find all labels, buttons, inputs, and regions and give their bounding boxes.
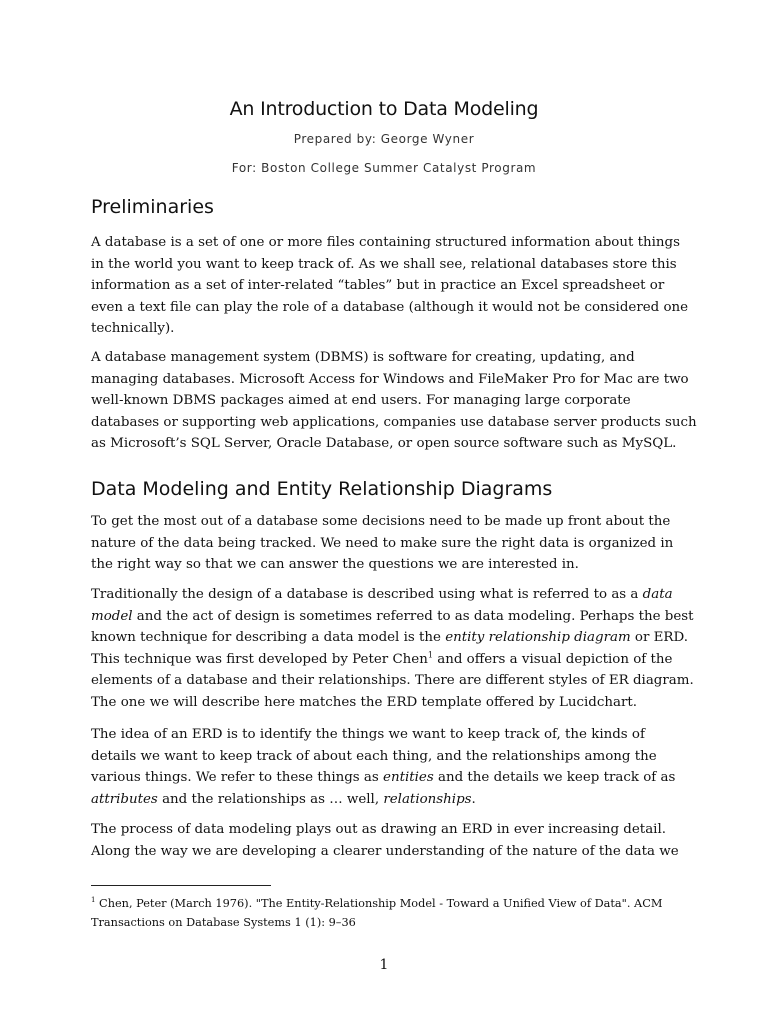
emphasis-attributes: attributes bbox=[91, 791, 158, 807]
text-line: as Microsoft’s SQL Server, Oracle Database, or open source software such as MySQL. bbox=[91, 436, 677, 452]
text-line: in the world you want to keep track of. As we shall see, relational databases store this bbox=[91, 256, 677, 272]
text-run: . bbox=[471, 791, 476, 807]
footnote-divider bbox=[91, 885, 271, 886]
footnote-line bbox=[91, 894, 681, 913]
section-heading-data-modeling: Data Modeling and Entity Relationship Diagrams bbox=[91, 478, 553, 500]
text-run: and offers a visual depiction of the bbox=[432, 651, 673, 667]
text-line: information as a set of inter-related “tables” but in practice an Excel spreadsheet or bbox=[91, 278, 665, 294]
paragraph-database-definition bbox=[91, 232, 689, 340]
text-line: databases or supporting web applications, companies use database server products such bbox=[91, 414, 697, 430]
text-line: the right way so that we can answer the questions we are interested in. bbox=[91, 557, 579, 573]
text-line: nature of the data being tracked. We need to make sure the right data is organized in bbox=[91, 535, 674, 551]
document-title: An Introduction to Data Modeling bbox=[229, 98, 539, 120]
text-run: and the details we keep track of as bbox=[433, 770, 676, 786]
text-line: managing databases. Microsoft Access for Windows and FileMaker Pro for Mac are two bbox=[91, 371, 689, 387]
text-line: A database management system (DBMS) is software for creating, updating, and bbox=[91, 350, 635, 365]
text-line: even a text file can play the role of a database (although it would not be considered one bbox=[91, 299, 689, 315]
footnote bbox=[91, 894, 681, 932]
text-run: known technique for describing a data model is the bbox=[91, 630, 446, 646]
text-run: Traditionally the design of a database is described using what is referred to as a bbox=[91, 587, 643, 602]
text-line bbox=[91, 584, 681, 606]
emphasis-model: model bbox=[91, 608, 133, 624]
footnote-marker: 1 bbox=[91, 896, 96, 905]
footnote-reference[interactable]: 1 bbox=[427, 650, 433, 660]
text-line: A database is a set of one or more files containing structured information about things bbox=[91, 235, 680, 250]
text-line: details we want to keep track of about each thing, and the relationships among the bbox=[91, 748, 657, 764]
footnote-text: Chen, Peter (March 1976). "The Entity-Relationship Model - Toward a Unified View of Data". ACM bbox=[95, 897, 663, 910]
paragraph-dbms-definition bbox=[91, 347, 697, 455]
text-line: The idea of an ERD is to identify the things we want to keep track of, the kinds of bbox=[91, 727, 645, 742]
text-run: various things. We refer to these things as bbox=[91, 770, 384, 786]
text-line bbox=[91, 649, 681, 671]
paragraph-erd-idea bbox=[91, 724, 681, 810]
text-line: technically). bbox=[91, 321, 175, 337]
audience-line: For: Boston College Summer Catalyst Program bbox=[231, 161, 537, 175]
text-line bbox=[91, 767, 681, 789]
text-line bbox=[91, 606, 694, 628]
text-run: This technique was first developed by Peter Chen bbox=[91, 651, 428, 667]
text-run: and the relationships as … well, bbox=[157, 791, 384, 807]
paragraph-decisions-up-front bbox=[91, 511, 681, 576]
text-line: The one we will describe here matches the ERD template offered by Lucidchart. bbox=[91, 694, 637, 710]
text-line: To get the most out of a database some decisions need to be made up front about the bbox=[91, 514, 671, 529]
page-number: 1 bbox=[379, 957, 389, 973]
footnote-line: Transactions on Database Systems 1 (1): 9–36 bbox=[91, 916, 356, 929]
author-line: Prepared by: George Wyner bbox=[293, 132, 475, 146]
text-line: Along the way we are developing a clearer understanding of the nature of the data we bbox=[91, 843, 679, 859]
text-run: or ERD. bbox=[630, 630, 689, 646]
paragraph-modeling-process bbox=[91, 819, 681, 862]
text-line: well-known DBMS packages aimed at end users. For managing large corporate bbox=[91, 393, 631, 409]
paragraph-data-model-erd bbox=[91, 584, 694, 714]
text-line: elements of a database and their relationships. There are different styles of ER diagram. bbox=[91, 673, 694, 689]
text-run: and the act of design is sometimes referred to as data modeling. Perhaps the best bbox=[132, 608, 694, 624]
emphasis-erd: entity relationship diagram bbox=[445, 630, 631, 646]
section-heading-preliminaries: Preliminaries bbox=[91, 196, 214, 218]
emphasis-data: data bbox=[642, 587, 673, 602]
text-line: The process of data modeling plays out as drawing an ERD in ever increasing detail. bbox=[91, 822, 666, 837]
text-line bbox=[91, 789, 681, 811]
text-line bbox=[91, 627, 689, 649]
emphasis-relationships: relationships bbox=[383, 791, 472, 807]
emphasis-entities: entities bbox=[383, 770, 434, 786]
